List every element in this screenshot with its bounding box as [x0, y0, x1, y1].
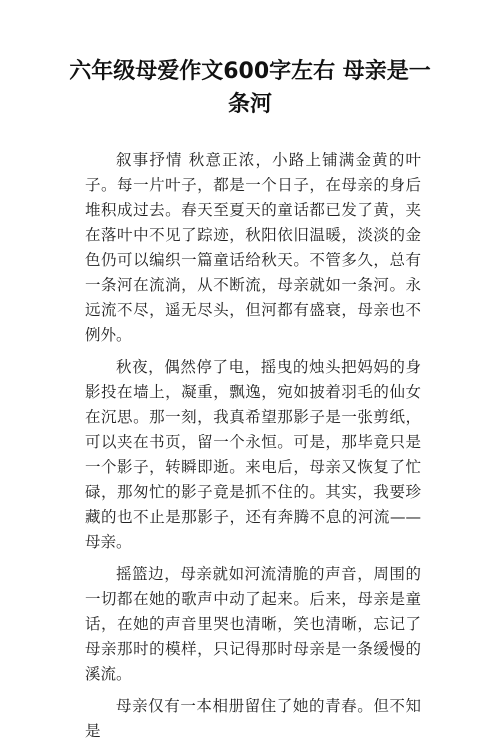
document-title: 六年级母爱作文600字左右 母亲是一条河 [69, 59, 431, 117]
paragraph-2: 秋夜，偶然停了电，摇曳的烛头把妈妈的身影投在墙上，凝重，飘逸，宛如披着羽毛的仙女在沉思。那一刻，我真希望那影子是一张剪纸，可以夹在书页，留一个永恒。可是，那毕竟只是一个影子，转瞬即逝。来电后，母亲又恢复了忙碌，那匆忙的影子竟是抓不住的。其实，我要珍藏的也不止是那影子，还有奔腾不息的河流——母亲。 [85, 358, 421, 551]
paragraph-1: 叙事抒情 秋意正浓，小路上铺满金黄的叶子。每一片叶子，都是一个日子，在母亲的身后堆积成过去。春天至夏天的童话都已发了黄，夹在落叶中不见了踪迹，秋阳依旧温暖，淡淡的金色仍可以编织一篇童话给秋天。不管多久，总有一条河在流淌，从不断流，母亲就如一条河。永远流不尽，遥无尽头，但河都有盛衰，母亲也不例外。 [85, 151, 421, 344]
paragraph-4: 母亲仅有一本相册留住了她的青春。但不知是 [85, 697, 421, 740]
document-body [85, 148, 421, 751]
paragraph-3: 摇篮边，母亲就如河流清脆的声音，周围的一切都在她的歌声中动了起来。后来，母亲是童话，在她的声音里哭也清晰，笑也清晰，忘记了母亲那时的模样，只记得那时母亲是一条缓慢的溪流。 [85, 565, 421, 683]
